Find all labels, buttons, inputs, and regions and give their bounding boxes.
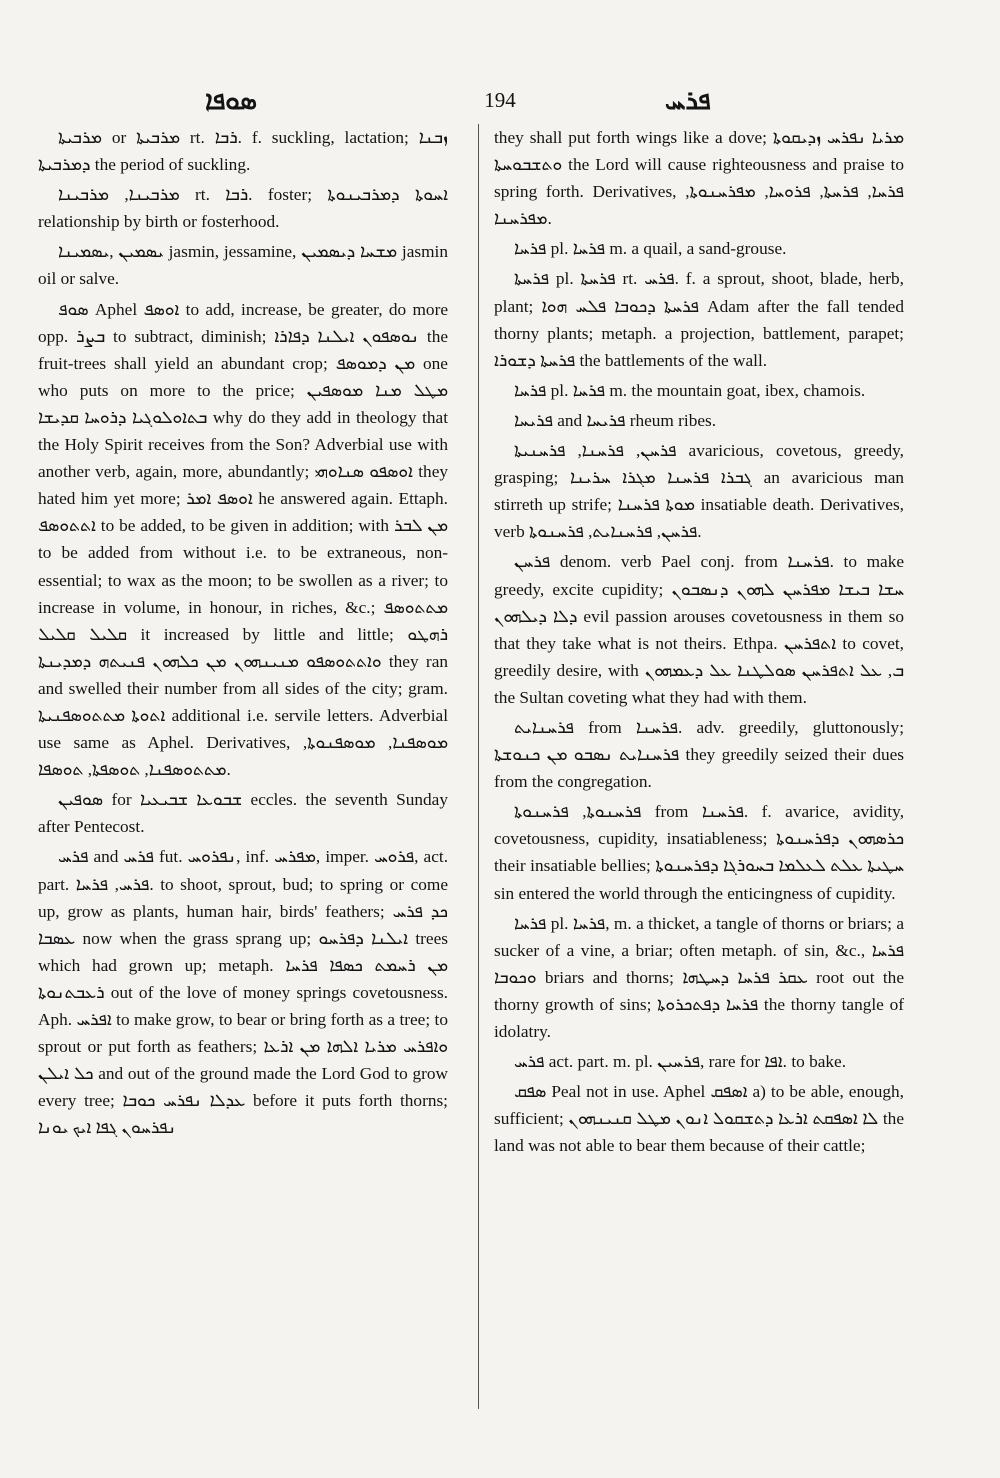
dictionary-entry: ܡܪܒܝܬܐ or ܡܪܒܝܬܐ rt. ܪܒܐ. f. suckling, lactation; ܙܒܢܐ ܕܡܪܒܝܬܐ the period of suckling.: [38, 128, 448, 175]
dictionary-entry: ܦܪܚܬܐ pl. ܦܪܚܬܐ rt. ܦܪܚ. f. a sprout, shoot, blade, herb, plant; ܦܪܚܬܐ ܕܟܘܒܐ ܦܠܚ ܗܘܐ Adam after the fall tended thorny plants; metaph. a projection, battlement, parapet; ܦܪܚܬܐ ܕܫܘܪܐ the battlements of the wall.: [494, 269, 904, 370]
dictionary-entry: ܣܦܩ Peal not in use. Aphel ܐܣܦܩ a) to be able, enough, sufficient; ܠܐ ܐܣܦܩܬ ܐܪܥܐ ܕܬܫܩܘܠ ܐܢܘܢ ܡܛܠ ܩܢܝܢܗܘܢ the land was not able to bear them because of their cattle;: [494, 1082, 905, 1156]
dictionary-entry: ܦܪܚ act. part. m. pl. ܦܪܚܝܢ, rare for ܐܦܐ. to bake.: [514, 1052, 847, 1072]
dictionary-entry: ܦܪܚܢ denom. verb Pael conj. from ܦܪܚܢܐ. to make greedy, excite cupidity; ܚܫܐ ܒܝܫܐ ܡܦܪܚܢ ܠܗܘܢ ܕܢܣܒܘܢ ܕܠܐ ܕܝܠܗܘܢ evil passion arouses covetousness in them so that they take what is not theirs. Ethpa. ܐܬܦܪܚܢ to covet, greedily desire, with ܒ, ܥܠ ܐܬܦܪܚܢ ܣܘܠܛܢܐ ܥܠ ܕܥܡܗܘܢ the Sultan coveting what they had with them.: [494, 552, 905, 707]
dictionary-entry: ܣܘܦܝܢ for ܫܒܘܥܐ ܫܒܝܥܝܐ eccles. the seventh Sunday after Pentecost.: [38, 790, 448, 837]
dictionary-entry: ܦܪܝܚܐ and ܦܪܝܚܐ rheum ribes.: [514, 410, 717, 430]
column-divider: [478, 124, 479, 1409]
dictionary-entry: ܦܪܚܐ pl. ܦܪܚܐ m. a quail, a sand-grouse.: [514, 239, 787, 259]
dictionary-entry: ܦܪܚܐ pl. ܦܪܚܐ m. the mountain goat, ibex, chamois.: [514, 380, 866, 400]
dictionary-entry: ܦܪܚܢ, ܦܪܚܢܐ, ܦܪܚܢܝܬܐ avaricious, covetous, greedy, grasping; ܓܒܪܐ ܦܪܚܢܐ ܡܓܪܐ ܚܪܝܢܐ an avaricious man stirreth up strife; ܡܘܬܐ ܦܪܚܢܐ insatiable death. Derivatives, verb ܦܪܚܢ, ܦܪܚܢܐܝܬ, ܦܪܚܢܘܬܐ.: [494, 441, 905, 542]
dictionary-entry: they shall put forth wings like a dove; ܡܪܝܐ ܢܦܪܚ ܙܕܝܩܘܬܐ ܘܬܫܒܘܚܬܐ the Lord will cause righteousness and praise to spring forth. Derivatives, ܦܪܚܐ, ܦܪܚܬܐ, ܦܪܘܚܐ, ܡܦܪܚܢܘܬܐ, ܡܦܪܚܢܐ.: [494, 128, 904, 229]
dictionary-entry: ܡܪܒܝܢܐ, ܡܪܒܝܢܐ rt. ܪܒܐ. foster; ܐܚܘܬܐ ܕܡܪܒܝܢܘܬܐ relationship by birth or fosterhood.: [38, 185, 448, 232]
running-head-left: ܣܘܦܐ: [205, 86, 257, 116]
dictionary-entry: ܝܣܡܝܢ ,ܝܣܡܝܢܐ jasmin, jessamine, ܡܫܚܐ ܕܝܣܡܝܢ jasmin oil or salve.: [38, 242, 448, 289]
right-column: [494, 124, 904, 1162]
left-column: [38, 124, 448, 1144]
dictionary-entry: ܦܪܚ and ܦܪܚ fut. ܢܦܪܘܚ, inf. ܡܦܪܚ, imper. ܦܪܘܚ, act. part. ܦܪܚ, ܦܪܚܐ. to shoot, sprout, bud; to spring or come up, grow as plants, human hair, birds' feathers; ܟܕ ܦܪܚ ܥܣܒܐ now when the grass sprang up; ܐܝܠܢܐ ܕܦܪܚܘ trees which had grown up; metaph. ܡܢ ܪܚܡܬ ܟܣܦܐ ܦܪܚܐ ܪܥܒܬܢܘܬܐ out of the love of money springs covetousness. Aph. ܐܦܪܚ to make grow, to bear or bring forth as a tree; to sprout or put forth as feathers; ܘܐܦܪܚ ܡܪܝܐ ܐܠܗܐ ܡܢ ܐܪܥܐ ܟܠ ܐܝܠܢ and out of the ground made the Lord God to grow every tree; ܥܕܠܐ ܢܦܪܚ ܟܘܒܐ before it puts forth thorns; ܢܦܪܚܘܢ ܓܦܐ ܐܝܟ ܝܘܢܐ: [38, 847, 449, 1138]
dictionary-entry: ܦܪܚܢܐܝܬ from ܦܪܚܢܐ. adv. greedily, gluttonously; ܦܪܚܢܐܝܬ ܢܣܒܘ ܡܢ ܟܢܘܫܬܐ they greedily seized their dues from the congregation.: [494, 717, 904, 792]
dictionary-entry: ܦܪܚܢܘܬܐ, ܦܪܚܢܘܬܐ from ܦܪܚܢܐ. f. avarice, avidity, covetousness, cupidity, insatiableness; ܟܪܣܗܘܢ ܕܦܪܚܢܘܬܐ their insatiable bellies; ܚܛܝܬܐ ܥܠܬ ܠܥܠܡܐ ܒܚܘܪܓܐ ܕܦܪܚܢܘܬܐ sin entered the world through the enticingness of cupidity.: [494, 802, 905, 903]
dictionary-entry: ܣܘܦ Aphel ܐܘܣܦ to add, increase, be greater, do more opp. ܒܨܪ to subtract, diminish; ܢܘܣܦܘܢ ܐܝܠܢܐ ܕܦܐܪܐ the fruit-trees shall yield an abundant crop; ܡܢ ܕܡܘܣܦ one who puts on more to the price; ܡܛܠ ܡܢܐ ܡܘܣܦܝܢ ܒܬܐܘܠܘܓܝܐ ܕܪܘܚܐ ܩܕܝܫܐ why do they add in theology that the Holy Spirit receives from the Son? Adverbial use with another verb, again, more, abundantly; ܐܘܣܦܘ ܣܢܐܘܗܝ they hated him yet more; ܐܘܣܦ ܐܡܪ he answered again. Ettaph. ܐܬܬܘܣܦ to be added, to be given in addition; with ܡܢ ܠܒܪ to be added from without i.e. to be extraneous, non-essential; to wax as the moon; to be swollen as a river; to increase in volume, in honour, in riches, &c.; ܡܬܬܘܣܦ ܩܠܝܠ ܩܠܝܠ it increased by little and little; ܪܗܛܘ ܘܐܬܬܘܣܦܘ ܡܢܝܢܗܘܢ ܡܢ ܟܠܗܘܢ ܦܢܝܬܗ ܕܡܕܝܢܬܐ they ran and swelled their number from all sides of the city; gram. ܐܬܘܬܐ ܡܬܬܘܣܦܢܝܬܐ additional i.e. servile letters. Adverbial use same as Aphel. Derivatives, ܡܘܣܦܢܐ, ܡܘܣܦܢܘܬܐ, ܡܬܬܘܣܦܢܐ, ܬܘܣܦܬܐ, ܬܘܣܦܐ.: [38, 299, 449, 780]
page-number: 194: [484, 88, 516, 112]
page-header: [0, 86, 1000, 120]
running-head-right: ܦܪܚ: [665, 86, 711, 116]
dictionary-entry: ܦܪܚܐ pl. ܦܪܚܐ, m. a thicket, a tangle of thorns or briars; a sucker of a vine, a briar; often metaph. of sin, &c., ܦܪܚܐ ܘܟܘܒܐ briars and thorns; ܥܩܪ ܦܪܚܐ ܕܚܛܗܐ root out the thorny growth of sins; ܦܪܚܐ ܕܦܬܟܪܘܬܐ the thorny tangle of idolatry.: [494, 913, 904, 1041]
